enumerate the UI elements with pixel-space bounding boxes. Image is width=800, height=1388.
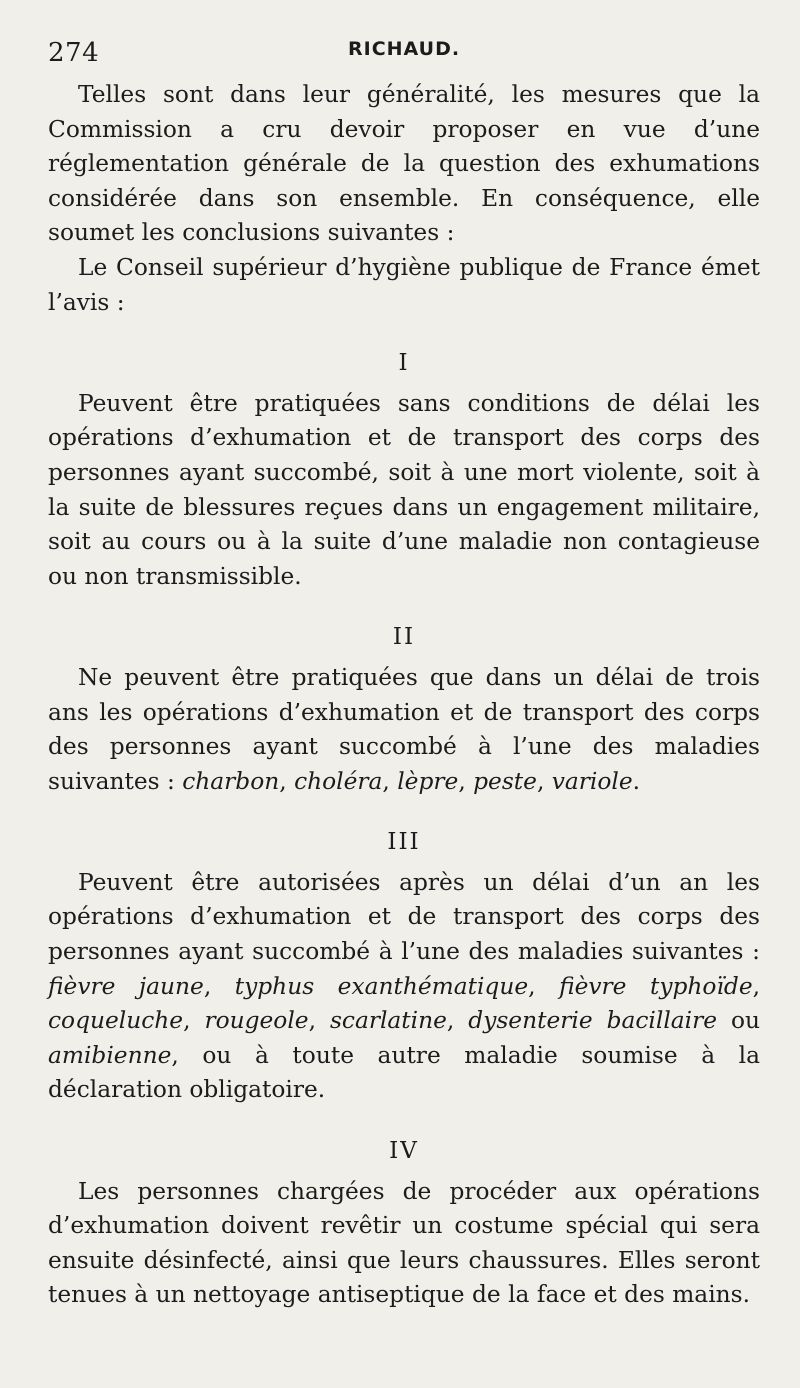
section-numeral-2: II: [392, 624, 416, 651]
page-header: [48, 38, 758, 78]
disease-name: choléra: [294, 767, 383, 795]
disease-name: rougeole: [204, 1007, 309, 1035]
disease-name: amibienne: [48, 1041, 172, 1069]
avis-paragraph: Le Conseil supérieur d’hygiène publique de France émet l’avis :: [48, 253, 760, 316]
section-3-text: Peuvent être autorisées après un délai d’un an les opérations d’exhumation et de transport des corps des personnes ayant succombé à l’une des maladies suivantes :: [48, 868, 760, 966]
disease-name: typhus exanthématique: [234, 972, 529, 1000]
disease-name: fièvre jaune: [48, 972, 204, 1000]
section-4-paragraph: Les personnes chargées de procéder aux opérations d’exhumation doivent revêtir un costume spécial qui sera ensuite désinfecté, ainsi que leurs chaussures. Elles seront tenues à un nettoyage antiseptique de la face et des mains.: [48, 1177, 760, 1309]
disease-name: variole: [551, 767, 633, 795]
section-3-text-end: , ou à toute autre maladie soumise à la déclaration obligatoire.: [48, 1041, 760, 1104]
disease-name: lèpre: [397, 767, 459, 795]
section-numeral-1: I: [398, 350, 410, 377]
disease-name: dysenterie bacillaire: [468, 1007, 718, 1035]
disease-name: charbon: [182, 767, 280, 795]
page-number: 274: [48, 38, 100, 68]
intro-paragraph: Telles sont dans leur généralité, les mesures que la Commission a cru devoir proposer en vue d’une réglementation générale de la question des exhumations considérée dans son ensemble. En conséquence, elle soumet les conclusions suivantes :: [48, 81, 760, 247]
section-3-paragraph: Peuvent être autorisées après un délai d’un an les opérations d’exhumation et de transport des corps des personnes ayant succombé à l’une des maladies suivantes : fièvre jaune, typhus exanthématique, fièvre typhoïde, coqueluche, rougeole, scarlatine, dysenterie bacillaire ou amibienne, ou à toute autre maladie soumise à la déclaration obligatoire.: [48, 868, 761, 1104]
disease-name: fièvre typhoïde: [559, 972, 753, 1000]
section-2-paragraph: Ne peuvent être pratiquées que dans un délai de trois ans les opérations d’exhumation et de transport des corps des personnes ayant succombé à l’une des maladies suivantes : charbon, choléra, lèpre, peste, variole.: [48, 663, 760, 795]
disease-name: scarlatine: [329, 1007, 447, 1035]
disease-name: peste: [473, 767, 537, 795]
conjunction: ou: [731, 1007, 761, 1035]
disease-name: coqueluche: [48, 1007, 184, 1035]
page-body: [48, 78, 760, 1313]
section-1-paragraph: Peuvent être pratiquées sans conditions de délai les opérations d’exhumation et de transport des corps des personnes ayant succombé, soit à une mort violente, soit à la suite de blessures reçues dans un engagement militaire, soit au cours ou à la suite d’une maladie non contagieuse ou non transmissible.: [48, 389, 760, 590]
running-head: RICHAUD.: [348, 38, 461, 60]
section-numeral-4: IV: [389, 1138, 419, 1165]
section-2-text: Ne peuvent être pratiquées que dans un délai de trois ans les opérations d’exhumation et de transport des corps des personnes ayant succombé à l’une des maladies suivantes :: [48, 663, 760, 795]
section-numeral-3: III: [387, 829, 421, 856]
